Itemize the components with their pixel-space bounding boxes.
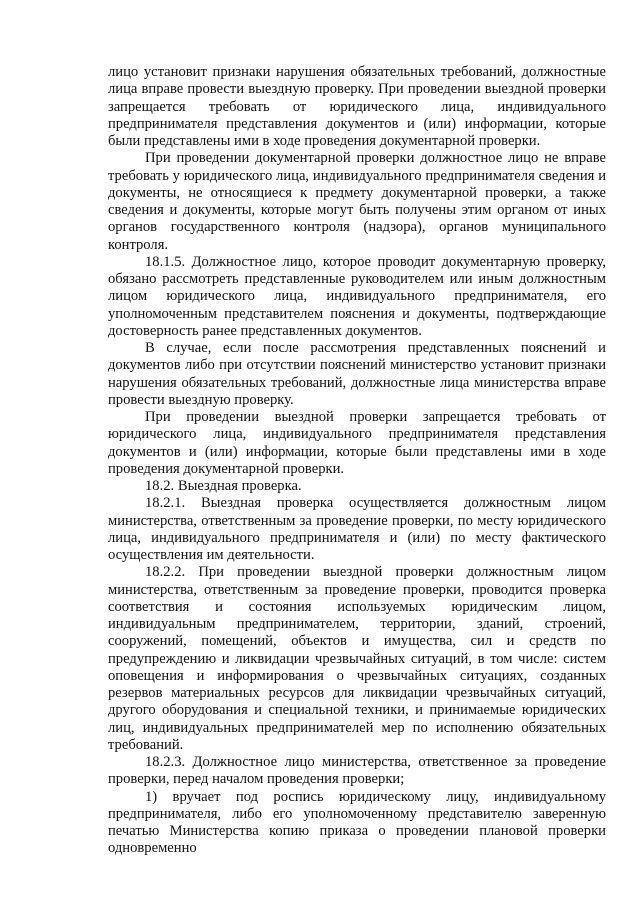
document-body [108, 64, 606, 858]
paragraph-1: лицо установит признаки нарушения обязательных требований, должностные лица вправе провести выездную проверку. При проведении выездной проверки запрещается требовать от юридического лица, индивидуального предпринимателя представления документов и (или) информации, которые были представлены ими в ходе проведения документарной проверки. [108, 64, 606, 149]
paragraph-5: При проведении выездной проверки запрещается требовать от юридического лица, индивидуального предпринимателя представления документов и (или) информации, которые были представлены ими в ходе проведения документарной проверки. [108, 409, 606, 477]
paragraph-9: 18.2.3. Должностное лицо министерства, ответственное за проведение проверки, перед началом проведения проверки; [108, 754, 606, 788]
paragraph-3: 18.1.5. Должностное лицо, которое проводит документарную проверку, обязано рассмотреть представленные руководителем или иным должностным лицом юридического лица, индивидуального предпринимателя, его уполномоченным представителем пояснения и документы, подтверждающие достоверность ранее представленных документов. [108, 253, 606, 339]
paragraph-7: 18.2.1. Выездная проверка осуществляется должностным лицом министерства, ответственным за проведение проверки, по месту юридического лица, индивидуального предпринимателя и (или) по месту фактического осуществления им деятельности. [108, 495, 606, 563]
paragraph-10: 1) вручает под роспись юридическому лицу, индивидуальному предпринимателя, либо его уполномоченному представителю заверенную печатью Министерства копию приказа о проведении плановой проверки одновременно [108, 788, 606, 857]
paragraph-4: В случае, если после рассмотрения представленных пояснений и документов либо при отсутствии пояснений министерство установит признаки нарушения обязательных требований, должностные лица министерства вправе провести выездную проверку. [108, 340, 606, 408]
paragraph-6: 18.2. Выездная проверка. [145, 478, 302, 494]
paragraph-2: При проведении документарной проверки должностное лицо не вправе требовать у юридического лица, индивидуального предпринимателя сведения и документы, не относящиеся к предмету документарной проверки, а также сведения и документы, которые могут быть получены этим органом от иных органов государственного контроля (надзора), органов муниципального контроля. [108, 150, 606, 253]
paragraph-8: 18.2.2. При проведении выездной проверки должностным лицом министерства, ответственным за проведение проверки, проводится проверка соответствия и состояния используемых юридическим лицом, индивидуальным предпринимателем, территории, зданий, строений, сооружений, помещений, объектов и имущества, сил и средств по предупреждению и ликвидации чрезвычайных ситуаций, в том числе: систем оповещения и информирования о чрезвычайных ситуациях, созданных резервов материальных ресурсов для ликвидации чрезвычайных ситуаций, другого оборудования и специальной техники, и принимаемые юридических лиц, индивидуальных предпринимателей мер по исполнению обязательных требований. [108, 564, 606, 753]
